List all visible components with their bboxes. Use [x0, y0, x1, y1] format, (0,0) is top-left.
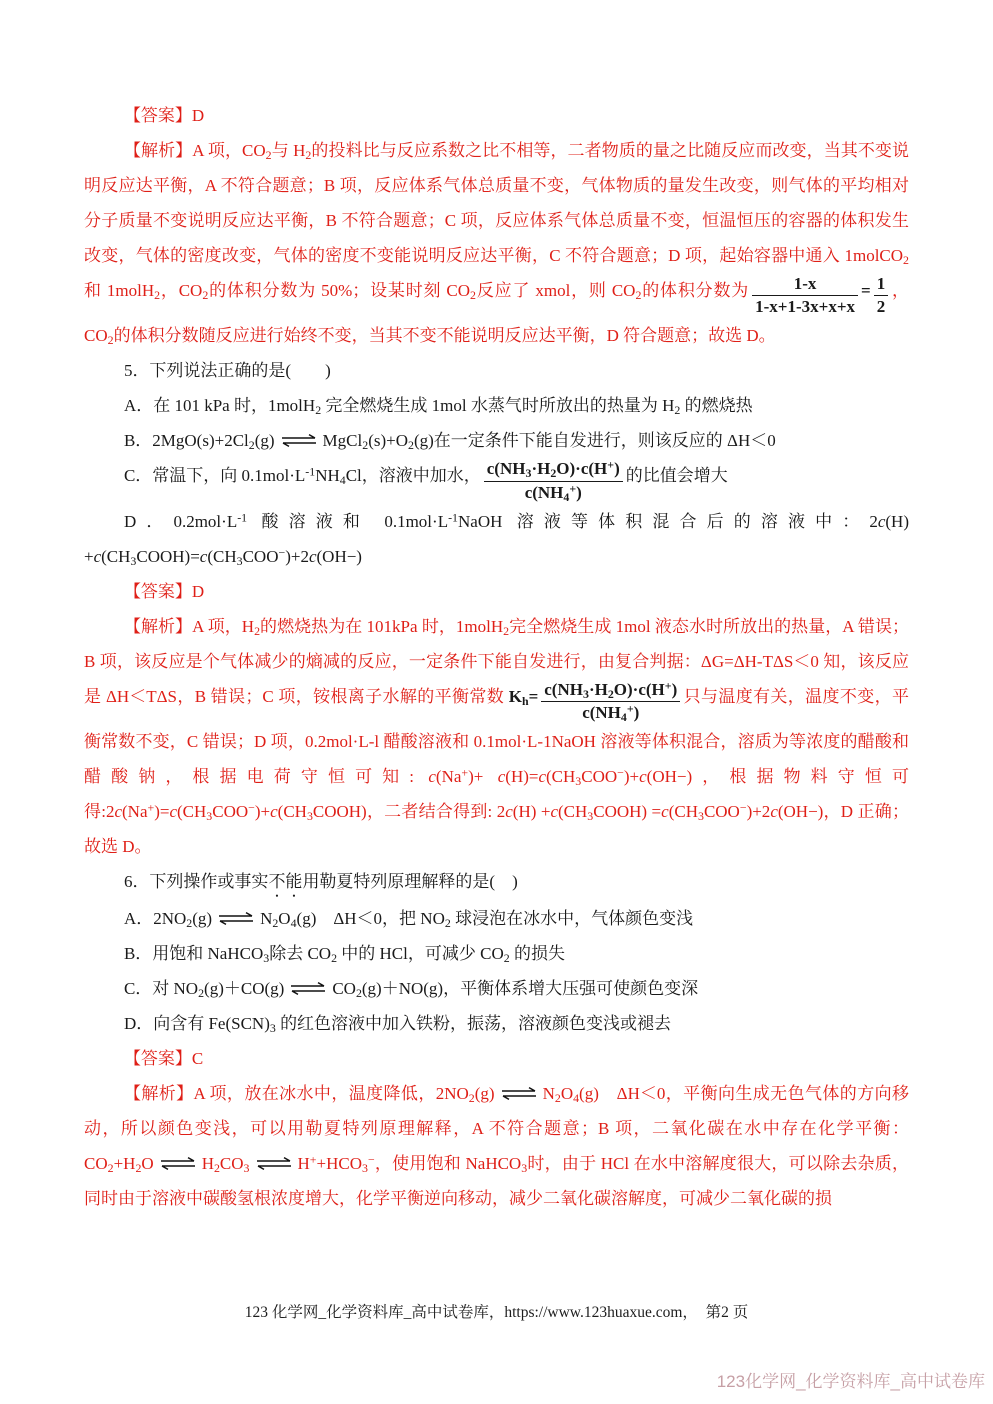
equilibrium-arrow-icon: [279, 433, 319, 448]
fraction: $\frac{1}{2}$: [874, 273, 889, 318]
option-5-a: [84, 388, 909, 423]
text-segment: $H^++HCO_3^-$，使用饱和 NaHCO$_3$时，由于 HCl 在水中溶解度很大，可以除去杂质，同时由于溶液中碳酸氢根浓度增大，化学平衡逆向移动，减少二氧化碳溶解度，可减少二氧化碳的损: [84, 1152, 910, 1209]
text-segment: C．对 $NO_2(g)+CO(g)$: [123, 979, 285, 1000]
text-segment: 用勒夏特列原理解释的是( ): [302, 871, 518, 891]
text-segment: $N_2O_4(g)$ ΔH＜0，把 $NO_2$ 球浸泡在冰水中，气体颜色变浅: [260, 908, 694, 930]
equilibrium-arrow-icon: [288, 981, 328, 996]
answer-5: [84, 574, 909, 609]
answer-4: [84, 98, 909, 133]
text-segment: 只与温度有关，温度不变，平衡常数不变，C 错误；D 项，0.2mol·L-l 醋酸溶液和 0.1mol·L-1NaOH 溶液等体积混合，溶质为等浓度的醋酸和醋酸钠，根据电荷守恒可知: $c(Na^+)+ c(H)=c(CH_3COO^-)+c(OH-)$，根据物料守恒可得$:2c(Na^+)=c(CH_3COO^-)+c(CH_3COOH)$，二者结合得到: $2c(H) +c(CH_3COOH) =c(CH_3COO^-)+2c(OH-)$，D 正确；故选 D。: [84, 686, 909, 856]
text-segment: B．用饱和 NaHCO$_3$除去 $CO_2$ 中的 HCl，可减少 $CO_2$ 的损失: [123, 944, 565, 965]
answer-6: [84, 1041, 909, 1076]
text-segment: 【解析】A 项，$H_2$的燃烧热为在 101kPa 时，1molH$_2$完全燃烧生成 1mol 液态水时所放出的热量，A 错误；B 项，该反应是个气体减少的熵减的反应，一定条件下能自发进行，由复合判据：ΔG=ΔH-TΔS＜0 知，该反应是 ΔH＜TΔS，B 错误；C 项，铵根离子水解的平衡常数: [84, 616, 909, 706]
text-segment: 的比值会增大: [625, 466, 728, 486]
text-segment: C．常温下，向 $0.1mol\cdot L^{-1}NH_4Cl$，溶液中加水，: [123, 465, 481, 488]
fraction: $\frac{c(NH_3\cdot H_2O)\cdot c(H^+)}{c(NH_4^+)}$: [541, 679, 680, 724]
option-6-d: [84, 1006, 909, 1041]
text-segment: 【解析】A 项，$CO_2$与 $H_2$的投料比与反应系数之比不相等，二者物质的量之比随反应而改变，当其不变说明反应达平衡，A 不符合题意；B 项，反应体系气体总质量不变，气体物质的量发生改变，则气体的平均相对分子质量不变说明反应达平衡，B 不符合题意；C 项，反应体系气体总质量不变，恒温恒压的容器的体积发生改变，气体的密度改变，气体的密度不变能说明反应达平衡，C 不符合题意；D 项，起始容器中通入 1molCO$_2$和 1molH$_2$，$CO_2$的体积分数为 50%；设某时刻 $CO_2$反应了 xmol，则 $CO_2$的体积分数为: [84, 141, 909, 303]
equilibrium-arrow-icon: [254, 1156, 294, 1171]
text-segment: 【答案】D: [123, 106, 205, 125]
option-6-a: [84, 901, 909, 936]
watermark: 123化学网_化学资料库_高中试卷库: [716, 1372, 985, 1391]
equilibrium-arrow-icon: [216, 911, 256, 926]
text-segment: D．向含有 $Fe(SCN)_3$ 的红色溶液中加入铁粉，振荡，溶液颜色变浅或褪去: [123, 1014, 672, 1035]
text-segment: 【答案】D: [123, 581, 205, 601]
text-segment: 【解析】A 项，放在冰水中，温度降低，$2NO_2(g)$: [123, 1084, 495, 1106]
question-5: [84, 353, 909, 388]
fraction: $\frac{c(NH_3\cdot H_2O)\cdot c(H^+)}{c(NH_4^+)}$: [484, 458, 623, 503]
option-6-b: [84, 936, 909, 971]
text-segment: 【答案】C: [123, 1049, 204, 1069]
page-footer: 123 化学网_化学资料库_高中试卷库，https://www.123huaxue.com， 第2 页: [244, 1304, 749, 1321]
text-segment: 6．下列操作或事实: [123, 871, 269, 891]
text-segment: $K_h=$: [508, 686, 539, 708]
text-segment: $MgCl_2(s)+O_2(g)$在一定条件下能自发进行，则该反应的 ΔH＜0: [322, 431, 776, 453]
question-6: [84, 864, 909, 901]
text-segment: A．在 101 kPa 时，1molH$_2$ 完全燃烧生成 1mol 水蒸气时所放出的热量为 $H_2$ 的燃烧热: [123, 396, 753, 418]
text-segment: 5．下列说法正确的是( ): [123, 361, 331, 381]
text-segment: $H_2CO_3$: [201, 1154, 250, 1176]
text-segment: ，$CO_2$的体积分数随反应进行始终不变，当其不变不能说明反应达平衡，D 符合题意；故选 D。: [84, 281, 910, 348]
equilibrium-arrow-icon: [158, 1156, 198, 1171]
analysis-4: [84, 133, 909, 353]
fraction: $\frac{1-x}{1-x+1-3x+x+x}$: [752, 273, 858, 318]
text-segment: D．$0.2mol\cdot L^{-1}$ 酸溶液和 $0.1mol\cdot L^{-1}NaOH$ 溶液等体积混合后的溶液中：$2c(H) +c(CH_3COOH)=c(CH_3COO^-)+2c(OH-)$: [84, 510, 909, 568]
equilibrium-arrow-icon: [499, 1086, 539, 1101]
option-5-c: [84, 458, 909, 503]
document-content: [84, 98, 909, 1216]
option-6-c: [84, 971, 909, 1006]
text-segment: =: [861, 281, 871, 301]
analysis-5: [84, 609, 909, 864]
text-segment: 不能: [268, 871, 303, 891]
analysis-6: [84, 1076, 909, 1216]
option-5-d: [84, 504, 909, 574]
option-5-b: [84, 423, 909, 458]
text-segment: B．$2MgO(s)+2Cl_2(g)$: [123, 431, 275, 453]
text-segment: $CO_2(g)+NO(g)$，平衡体系增大压强可使颜色变深: [332, 979, 699, 1000]
text-segment: A．$2NO_2(g)$: [123, 908, 213, 930]
text-segment: $N_2O_4(g)$ ΔH＜0，平衡向生成无色气体的方向移动，所以颜色变浅，可以用勒夏特列原理解释，A 不符合题意；B 项，二氧化碳在水中存在化学平衡：$CO_2+H_2O$: [84, 1084, 909, 1176]
